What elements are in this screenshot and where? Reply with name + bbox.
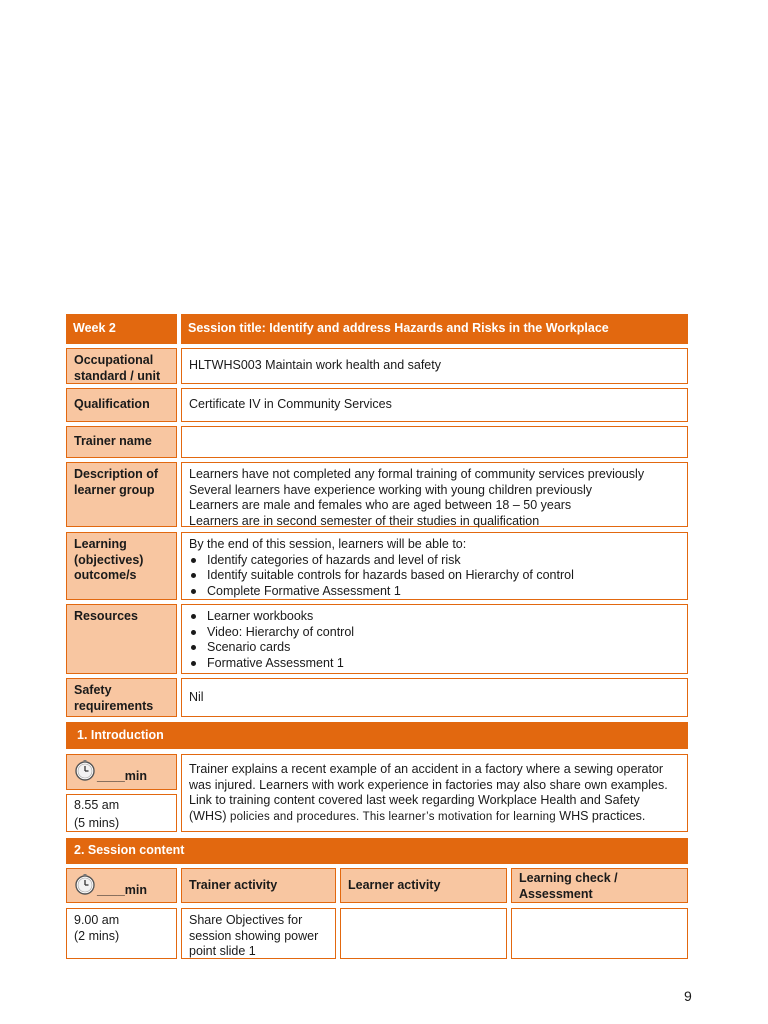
session-time-icon-cell bbox=[66, 868, 177, 903]
intro-time: 8.55 am bbox=[74, 798, 120, 812]
safety-value: Nil bbox=[189, 689, 204, 704]
table-row-time-cell bbox=[66, 908, 177, 959]
resources-bullet-list bbox=[189, 609, 680, 671]
trainer-name-value-cell bbox=[181, 426, 688, 458]
stopwatch-icon bbox=[74, 759, 96, 781]
description-line: Learners have not completed any formal training of community services previously bbox=[189, 467, 645, 481]
resources-value-cell bbox=[181, 604, 688, 674]
introduction-heading-text: 1. Introduction bbox=[77, 727, 164, 742]
table-row-learner-cell bbox=[340, 908, 507, 959]
occupational-label-line2: standard / unit bbox=[74, 368, 161, 383]
qualification-value: Certificate IV in Community Services bbox=[189, 397, 392, 412]
learning-bullet-list bbox=[189, 553, 680, 600]
col-trainer-activity bbox=[181, 868, 336, 903]
list-item: Scenario cards bbox=[189, 640, 680, 656]
session-title: Session title: Identify and address Hazards and Risks in the Workplace bbox=[188, 321, 609, 336]
list-item: Learner workbooks bbox=[189, 609, 680, 625]
trainer-name-label-cell bbox=[66, 426, 177, 458]
col-learner-activity bbox=[340, 868, 507, 903]
session-title-header bbox=[181, 314, 688, 344]
page-number: 9 bbox=[684, 988, 692, 1004]
list-item: Video: Hierarchy of control bbox=[189, 625, 680, 641]
learning-intro: By the end of this session, learners will be able to: bbox=[189, 537, 467, 551]
intro-text-part-b: policies and procedures. This learner’s motivation for learning bbox=[229, 810, 556, 823]
trainer-activity-line: point slide 1 bbox=[189, 944, 256, 958]
learning-label-cell bbox=[66, 532, 177, 600]
description-label-cell bbox=[66, 462, 177, 527]
trainer-activity-line: session showing power bbox=[189, 928, 319, 943]
trainer-name-label: Trainer name bbox=[74, 434, 152, 449]
resources-label: Resources bbox=[74, 609, 138, 623]
qualification-value-cell bbox=[181, 388, 688, 422]
intro-duration: (5 mins) bbox=[74, 815, 120, 830]
occupational-value: HLTWHS003 Maintain work health and safety bbox=[189, 358, 441, 373]
list-item: Complete Formative Assessment 1 bbox=[189, 584, 680, 600]
row-time: 9.00 am bbox=[74, 913, 120, 927]
intro-text-line: Trainer explains a recent example of an accident in a factory where a sewing operator bbox=[189, 762, 664, 776]
description-value-cell bbox=[181, 462, 688, 527]
table-row-check-cell bbox=[511, 908, 688, 959]
table-row-trainer-cell bbox=[181, 908, 336, 959]
intro-text-line: was injured. Learners with work experience in factories may also share own examples. bbox=[189, 777, 668, 792]
qualification-label-cell bbox=[66, 388, 177, 422]
safety-value-cell bbox=[181, 678, 688, 717]
learning-value-cell bbox=[181, 532, 688, 600]
intro-text-part-a: (WHS) bbox=[189, 808, 230, 823]
qualification-label: Qualification bbox=[74, 397, 150, 412]
intro-time-icon-cell bbox=[66, 754, 177, 790]
list-item: Formative Assessment 1 bbox=[189, 656, 680, 672]
col-learning-check bbox=[511, 868, 688, 903]
intro-min-label: ____min bbox=[97, 769, 148, 783]
session-content-heading bbox=[66, 838, 688, 864]
occupational-label-cell bbox=[66, 348, 177, 384]
row-duration: (2 mins) bbox=[74, 928, 120, 943]
resources-label-cell bbox=[66, 604, 177, 674]
safety-label-line2: requirements bbox=[74, 698, 154, 713]
learning-label-line3: outcome/s bbox=[74, 568, 137, 582]
learning-label-line2: (objectives) bbox=[74, 552, 144, 567]
session-min-label: ____min bbox=[97, 883, 148, 897]
safety-label-line1: Safety bbox=[74, 683, 112, 697]
description-line: Several learners have experience working with young children previously bbox=[189, 482, 592, 497]
learning-label-line1: Learning bbox=[74, 537, 127, 551]
description-line: Learners are in second semester of their studies in qualification bbox=[189, 513, 540, 528]
intro-text-line-last bbox=[189, 809, 680, 826]
list-item: Identify suitable controls for hazards based on Hierarchy of control bbox=[189, 568, 680, 584]
stopwatch-icon bbox=[74, 873, 96, 895]
col-learning-check-line2: Assessment bbox=[519, 886, 593, 901]
safety-label-cell bbox=[66, 678, 177, 717]
occupational-value-cell bbox=[181, 348, 688, 384]
intro-text-part-c: WHS practices. bbox=[555, 808, 646, 823]
occupational-label-line1: Occupational bbox=[74, 353, 154, 367]
description-line: Learners are male and females who are aged between 18 – 50 years bbox=[189, 498, 572, 512]
intro-text-line: Link to training content covered last week regarding Workplace Health and Safety bbox=[189, 793, 640, 807]
description-label-line1: Description of bbox=[74, 467, 159, 481]
description-label-line2: learner group bbox=[74, 482, 155, 497]
col-learning-check-line1: Learning check / bbox=[519, 871, 618, 885]
week-header bbox=[66, 314, 177, 344]
week-label: Week 2 bbox=[73, 321, 116, 336]
intro-time-cell bbox=[66, 794, 177, 832]
introduction-heading bbox=[66, 722, 688, 749]
list-item: Identify categories of hazards and level of risk bbox=[189, 553, 680, 569]
intro-text-cell bbox=[181, 754, 688, 832]
session-content-heading-text: 2. Session content bbox=[74, 843, 185, 858]
col-trainer-activity-label: Trainer activity bbox=[189, 877, 278, 892]
trainer-activity-line: Share Objectives for bbox=[189, 913, 303, 927]
col-learner-activity-label: Learner activity bbox=[348, 877, 441, 892]
